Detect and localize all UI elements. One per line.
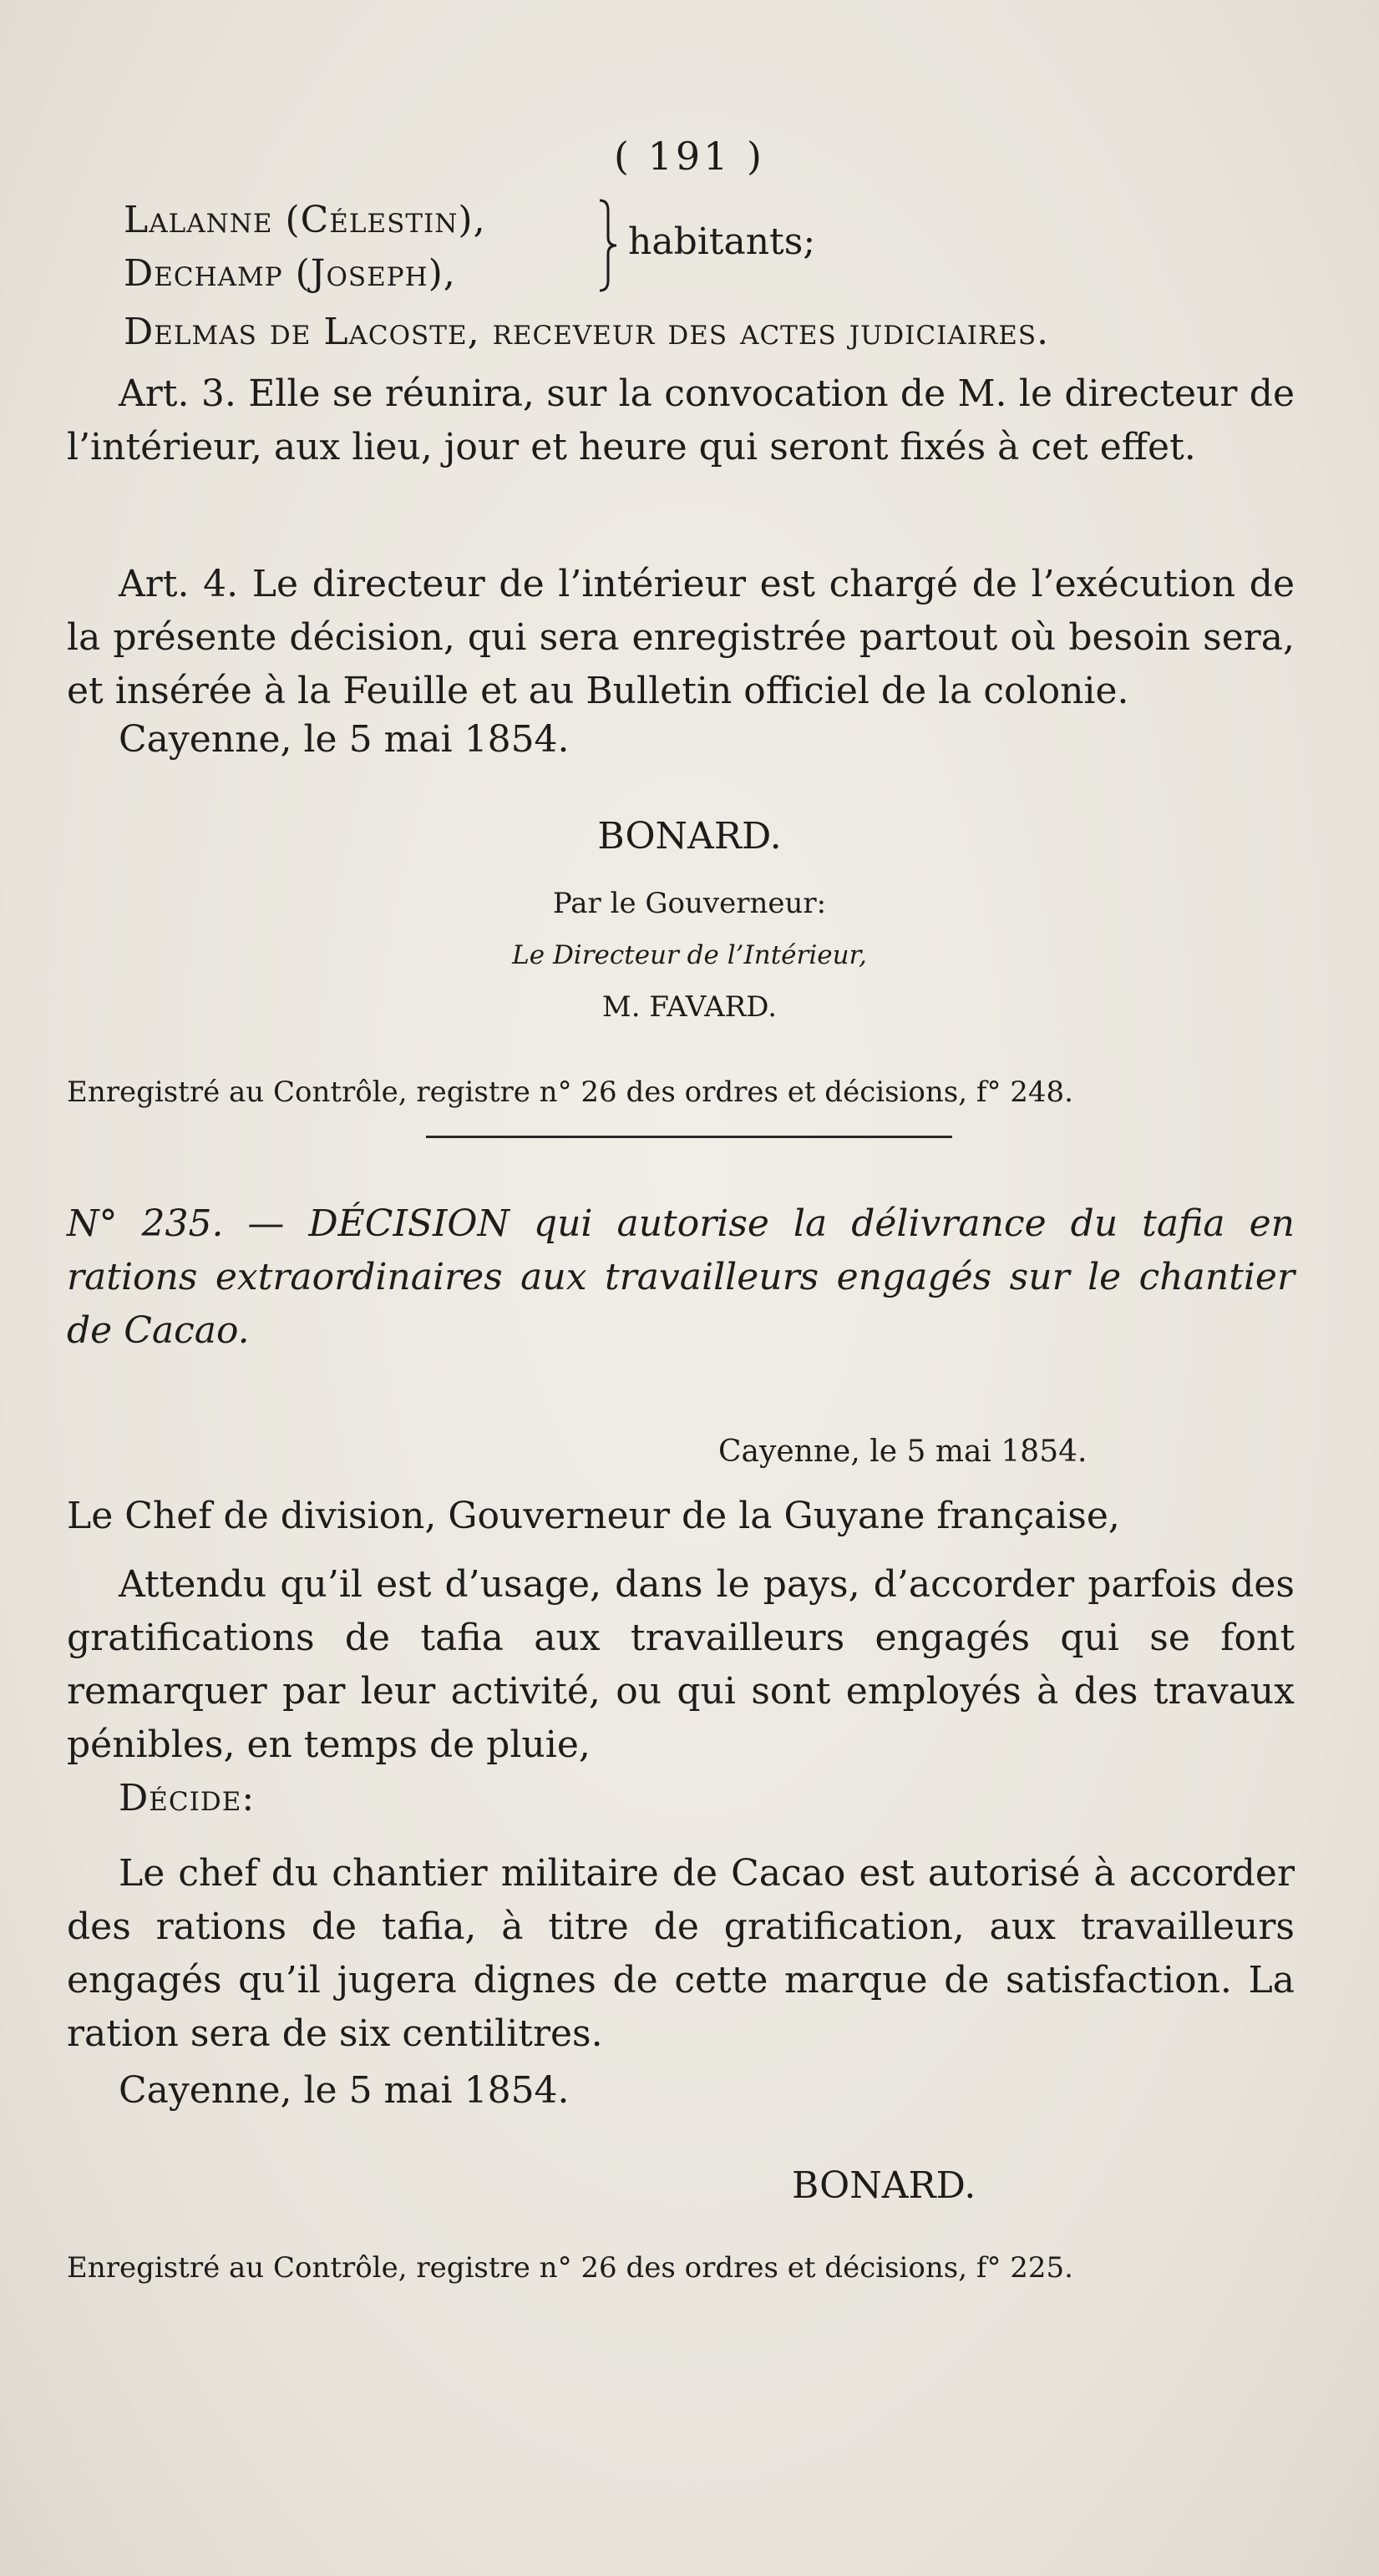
signature-1: BONARD.	[597, 815, 782, 858]
chef-line: Le Chef de division, Gouverneur de la Guyane française,	[67, 1495, 1120, 1537]
curly-brace-icon	[596, 199, 620, 292]
article-3-text: Art. 3. Elle se réunira, sur la convocation de M. le directeur de l’intérieur, aux lieu, jour et heure qui seront fixés à cet effet.	[67, 372, 1295, 468]
page-number: ( 191 )	[614, 134, 765, 179]
place-date-2: Cayenne, le 5 mai 1854.	[119, 2069, 570, 2112]
registration-2: Enregistré au Contrôle, registre n° 26 des ordres et décisions, f° 225.	[67, 2251, 1073, 2285]
decision-date: Cayenne, le 5 mai 1854.	[718, 1435, 1087, 1469]
attendu-text: Attendu qu’il est d’usage, dans le pays, d’accorder parfois des gratifications de tafia aux travailleurs engagés qui se font remarquer par leur activité, ou qui sont employés à des travaux pénibles, en temps de pluie,	[67, 1563, 1295, 1766]
article-4	[67, 558, 1295, 718]
place-date-1: Cayenne, le 5 mai 1854.	[119, 718, 570, 761]
member-names	[124, 194, 486, 301]
article-4-text: Art. 4. Le directeur de l’intérieur est chargé de l’exécution de la présente décision, qui sera enregistrée partout où besoin sera, et insérée à la Feuille et au Bulletin officiel de la colonie.	[67, 563, 1295, 712]
member-name-1: Lalanne (Célestin),	[124, 199, 486, 241]
par-le-gouverneur: Par le Gouverneur:	[552, 887, 827, 920]
decide-label: Décide:	[119, 1777, 256, 1819]
attendu-paragraph	[67, 1558, 1295, 1772]
registration-1: Enregistré au Contrôle, registre n° 26 des ordres et décisions, f° 248.	[67, 1075, 1073, 1109]
directeur-title: Le Directeur de l’Intérieur,	[512, 940, 867, 970]
member-3: Delmas de Lacoste, receveur des actes judiciaires.	[124, 311, 1050, 353]
decision-heading	[67, 1197, 1295, 1358]
signature-2: BONARD.	[792, 2164, 976, 2207]
decision-heading-text: N° 235. — DÉCISION qui autorise la délivrance du tafia en rations extraordinaires aux travailleurs engagés sur le chantier de Cacao.	[67, 1202, 1295, 1352]
directeur-name: M. FAVARD.	[601, 990, 778, 1024]
member-role: habitants;	[628, 220, 816, 263]
article-3	[67, 367, 1295, 474]
member-name-2: Dechamp (Joseph),	[124, 252, 456, 295]
decision-body	[67, 1847, 1295, 2061]
section-divider	[426, 1136, 952, 1138]
decision-body-text: Le chef du chantier militaire de Cacao est autorisé à accorder des rations de tafia, à titre de gratification, aux travailleurs engagés qu’il jugera dignes de cette marque de satisfaction. La ration sera de six centilitres.	[67, 1852, 1295, 2055]
